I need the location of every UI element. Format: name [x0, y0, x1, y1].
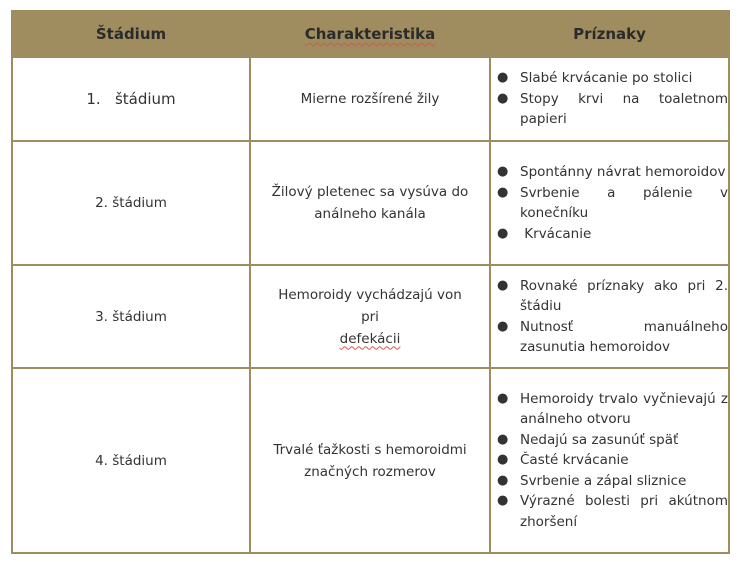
- characteristic-text-underlined: defekácii: [339, 330, 401, 347]
- bullet-icon: ●: [497, 90, 509, 106]
- stages-table: [11, 10, 730, 554]
- characteristic-text: [251, 284, 489, 350]
- symptoms-list: [491, 162, 728, 244]
- characteristic-text: Mierne rozšírené žily: [300, 91, 440, 107]
- symptom-item: ● Hemoroidy trvalo vyčnievajú z análneho otvoru: [497, 390, 728, 428]
- header-stage: Štádium: [12, 11, 250, 57]
- symptom-item: ● Svrbenie a pálenie v konečníku: [497, 184, 728, 221]
- bullet-icon: ●: [497, 225, 509, 241]
- symptoms-cell: [490, 57, 729, 141]
- stage-cell: 4. štádium: [12, 368, 250, 553]
- header-characteristic-label: Charakteristika: [304, 25, 436, 43]
- symptom-item: ● Slabé krvácanie po stolici: [491, 68, 728, 89]
- symptom-item: ● Svrbenie a zápal sliznice: [491, 471, 728, 492]
- characteristic-cell: [250, 57, 490, 141]
- symptom-item: ● Nutnosť manuálneho zasunutia hemoroidov: [497, 318, 728, 355]
- symptom-item: ● Stopy krvi na toaletnom papieri: [497, 90, 728, 128]
- symptom-item: ● Časté krvácanie: [491, 450, 728, 471]
- symptom-item: ● Rovnaké príznaky ako pri 2. štádiu: [497, 277, 728, 314]
- table-row: [12, 57, 729, 141]
- symptoms-list: [491, 68, 728, 130]
- characteristic-cell: [250, 368, 490, 553]
- symptom-item: ● Nedajú sa zasunúť späť: [491, 430, 728, 451]
- symptom-item: ● Výrazné bolesti pri akútnom zhoršení: [497, 493, 728, 530]
- stage-cell: 2. štádium: [12, 141, 250, 265]
- symptoms-list: [491, 389, 728, 533]
- header-characteristic: [250, 11, 490, 57]
- table-row: [12, 265, 729, 368]
- characteristic-cell: [250, 265, 490, 368]
- bullet-icon: ●: [497, 390, 509, 406]
- bullet-icon: ●: [497, 184, 509, 200]
- bullet-icon: ●: [497, 318, 509, 334]
- bullet-icon: ●: [497, 431, 509, 447]
- bullet-icon: ●: [497, 164, 509, 179]
- symptoms-cell: [490, 368, 729, 553]
- table-row: [12, 141, 729, 265]
- header-symptoms: Príznaky: [490, 11, 729, 57]
- stage-cell: 3. štádium: [12, 265, 250, 368]
- header-row: [12, 11, 729, 57]
- bullet-icon: ●: [497, 472, 509, 488]
- symptoms-cell: [490, 265, 729, 368]
- characteristic-text: Žilový pletenec sa vysúva do análneho kanála: [271, 184, 469, 222]
- symptoms-cell: [490, 141, 729, 265]
- symptoms-list: [491, 276, 728, 358]
- bullet-icon: ●: [497, 452, 509, 468]
- characteristic-cell: [250, 141, 490, 265]
- characteristic-text-main: Hemoroidy vychádzajú von pri: [278, 286, 462, 325]
- symptom-item: ● Krvácanie: [491, 224, 728, 245]
- symptom-item: ● Spontánny návrat hemoroidov: [491, 162, 728, 183]
- bullet-icon: ●: [497, 493, 509, 509]
- bullet-icon: ●: [497, 277, 509, 293]
- stage-cell: 1. štádium: [12, 57, 250, 141]
- characteristic-text: Trvalé ťažkosti s hemoroidmi značných rozmerov: [273, 441, 467, 480]
- table-row: [12, 368, 729, 553]
- bullet-icon: ●: [497, 70, 509, 86]
